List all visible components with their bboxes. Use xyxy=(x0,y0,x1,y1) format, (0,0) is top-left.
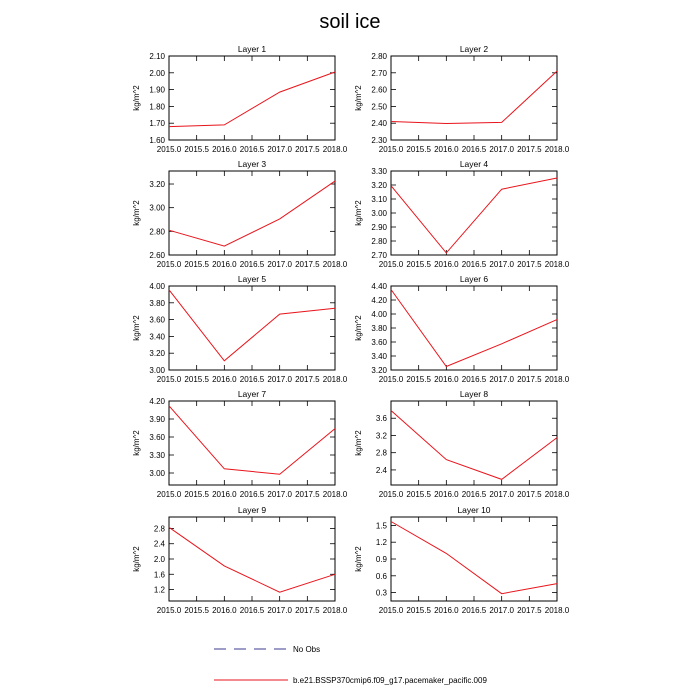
plot-frame xyxy=(391,286,557,370)
series-line xyxy=(391,522,557,594)
x-tick-label: 2016.5 xyxy=(239,260,265,269)
x-tick-label: 2017.0 xyxy=(267,490,292,499)
panel-2 xyxy=(354,44,570,154)
x-tick-label: 2016.5 xyxy=(461,606,487,615)
x-tick-label: 2017.5 xyxy=(517,145,542,154)
series-line xyxy=(169,406,335,474)
x-tick-label: 2015.0 xyxy=(378,490,404,499)
y-tick-label: 3.30 xyxy=(371,167,387,176)
x-tick-label: 2016.0 xyxy=(434,490,459,499)
y-tick-label: 2.60 xyxy=(371,85,387,95)
y-axis-label: kg/m^2 xyxy=(354,200,363,226)
y-tick-label: 2.40 xyxy=(371,119,387,129)
plot-frame xyxy=(169,401,335,485)
y-tick-label: 3.20 xyxy=(371,181,387,190)
x-tick-label: 2015.0 xyxy=(156,145,182,154)
x-tick-label: 2015.0 xyxy=(156,260,182,269)
x-tick-label: 2017.5 xyxy=(517,375,542,384)
y-tick-label: 4.40 xyxy=(371,282,387,291)
panel-title: Layer 4 xyxy=(459,159,489,169)
panels-group xyxy=(132,44,570,615)
x-tick-label: 2015.0 xyxy=(156,606,182,615)
y-tick-label: 2.4 xyxy=(153,539,165,549)
x-tick-label: 2015.0 xyxy=(156,490,182,499)
panel-4 xyxy=(354,159,570,269)
y-tick-label: 1.2 xyxy=(375,538,387,548)
series-line xyxy=(391,411,557,480)
x-tick-label: 2015.0 xyxy=(378,145,404,154)
x-tick-label: 2015.0 xyxy=(156,375,182,384)
y-tick-label: 3.40 xyxy=(149,332,165,342)
x-tick-label: 2016.5 xyxy=(239,145,265,154)
x-tick-label: 2018.0 xyxy=(322,490,348,499)
y-tick-label: 1.60 xyxy=(149,136,165,145)
panel-3 xyxy=(132,159,348,269)
y-tick-label: 2.4 xyxy=(375,465,387,475)
x-tick-label: 2016.0 xyxy=(212,260,237,269)
series-line xyxy=(169,181,335,246)
x-tick-label: 2016.5 xyxy=(461,375,487,384)
y-tick-label: 3.20 xyxy=(149,180,165,190)
y-tick-label: 2.90 xyxy=(371,223,387,232)
legend-model-label: b.e21.BSSP370cmip6.f09_g17.pacemaker_pacific.009 xyxy=(293,676,487,685)
panel-title: Layer 6 xyxy=(459,274,489,284)
series-line xyxy=(169,290,335,361)
y-tick-label: 1.70 xyxy=(149,119,165,129)
y-axis-label: kg/m^2 xyxy=(354,546,363,572)
x-tick-label: 2017.5 xyxy=(517,606,542,615)
y-tick-label: 2.50 xyxy=(371,102,387,112)
x-tick-label: 2016.5 xyxy=(239,490,265,499)
y-tick-label: 2.00 xyxy=(149,68,165,78)
panel-title: Layer 3 xyxy=(237,159,267,169)
x-tick-label: 2018.0 xyxy=(544,260,570,269)
y-axis-label: kg/m^2 xyxy=(132,430,141,456)
panel-title: Layer 2 xyxy=(459,44,489,54)
x-tick-label: 2016.0 xyxy=(212,490,237,499)
y-tick-label: 3.60 xyxy=(371,338,387,347)
y-tick-label: 1.2 xyxy=(153,585,165,595)
y-tick-label: 2.30 xyxy=(371,136,387,145)
series-line xyxy=(391,290,557,367)
x-tick-label: 2015.5 xyxy=(184,260,209,269)
x-tick-label: 2017.0 xyxy=(489,375,514,384)
series-line xyxy=(391,178,557,253)
x-tick-label: 2016.0 xyxy=(212,606,237,615)
y-tick-label: 2.0 xyxy=(153,555,165,564)
plot-frame xyxy=(169,56,335,140)
y-tick-label: 2.8 xyxy=(375,448,387,458)
y-tick-label: 3.00 xyxy=(371,209,387,218)
x-tick-label: 2015.0 xyxy=(378,260,404,269)
y-tick-label: 1.80 xyxy=(149,102,165,112)
series-line xyxy=(169,527,335,592)
x-tick-label: 2016.5 xyxy=(239,375,265,384)
figure-title: soil ice xyxy=(319,11,381,33)
y-tick-label: 2.80 xyxy=(371,52,387,61)
x-tick-label: 2015.0 xyxy=(378,375,404,384)
x-tick-label: 2015.5 xyxy=(184,375,209,384)
panel-9 xyxy=(132,505,348,615)
y-axis-label: kg/m^2 xyxy=(354,430,363,456)
panel-1 xyxy=(132,44,348,154)
y-tick-label: 3.60 xyxy=(149,433,165,442)
x-tick-label: 2016.0 xyxy=(434,260,459,269)
x-tick-label: 2017.0 xyxy=(489,145,514,154)
x-tick-label: 2017.0 xyxy=(267,375,292,384)
y-tick-label: 3.00 xyxy=(149,469,165,478)
x-tick-label: 2015.5 xyxy=(406,606,431,615)
x-tick-label: 2017.5 xyxy=(295,490,320,499)
panel-title: Layer 10 xyxy=(457,505,491,515)
x-tick-label: 2016.5 xyxy=(461,260,487,269)
x-tick-label: 2016.0 xyxy=(434,375,459,384)
y-tick-label: 3.90 xyxy=(149,415,165,424)
panel-10 xyxy=(354,505,570,615)
y-tick-label: 3.00 xyxy=(149,366,165,375)
x-tick-label: 2016.5 xyxy=(461,490,487,499)
y-tick-label: 0.3 xyxy=(375,588,387,598)
y-tick-label: 3.80 xyxy=(371,324,387,333)
x-tick-label: 2016.0 xyxy=(434,145,459,154)
x-tick-label: 2015.5 xyxy=(184,490,209,499)
plot-frame xyxy=(391,171,557,255)
x-tick-label: 2018.0 xyxy=(322,606,348,615)
y-tick-label: 2.80 xyxy=(149,227,165,237)
x-tick-label: 2018.0 xyxy=(544,145,570,154)
x-tick-label: 2016.5 xyxy=(239,606,265,615)
y-tick-label: 2.10 xyxy=(149,52,165,61)
panel-title: Layer 8 xyxy=(459,389,489,399)
series-line xyxy=(169,72,335,127)
x-tick-label: 2016.0 xyxy=(434,606,459,615)
y-tick-label: 3.60 xyxy=(149,315,165,325)
x-tick-label: 2015.5 xyxy=(406,490,431,499)
y-tick-label: 2.70 xyxy=(371,251,387,260)
x-tick-label: 2018.0 xyxy=(322,260,348,269)
y-tick-label: 1.5 xyxy=(375,521,387,531)
panel-title: Layer 5 xyxy=(237,274,267,284)
x-tick-label: 2017.0 xyxy=(489,260,514,269)
x-tick-label: 2015.5 xyxy=(406,375,431,384)
x-tick-label: 2015.5 xyxy=(184,606,209,615)
panel-6 xyxy=(354,274,570,384)
y-tick-label: 2.70 xyxy=(371,68,387,78)
x-tick-label: 2017.5 xyxy=(295,145,320,154)
panel-title: Layer 9 xyxy=(237,505,267,515)
x-tick-label: 2017.5 xyxy=(295,260,320,269)
y-axis-label: kg/m^2 xyxy=(132,200,141,226)
y-tick-label: 3.40 xyxy=(371,352,387,361)
plot-frame xyxy=(169,517,335,601)
plot-frame xyxy=(169,286,335,370)
x-tick-label: 2018.0 xyxy=(322,145,348,154)
x-tick-label: 2017.5 xyxy=(517,260,542,269)
y-tick-label: 4.00 xyxy=(371,310,387,319)
y-tick-label: 1.90 xyxy=(149,85,165,95)
y-tick-label: 0.6 xyxy=(375,571,387,581)
y-tick-label: 2.80 xyxy=(371,237,387,246)
x-tick-label: 2015.5 xyxy=(406,260,431,269)
x-tick-label: 2015.0 xyxy=(378,606,404,615)
panel-7 xyxy=(132,389,348,499)
y-axis-label: kg/m^2 xyxy=(132,546,141,572)
y-tick-label: 3.20 xyxy=(371,366,387,375)
x-tick-label: 2017.0 xyxy=(267,606,292,615)
x-tick-label: 2017.0 xyxy=(267,260,292,269)
y-tick-label: 3.2 xyxy=(375,431,387,441)
x-tick-label: 2017.5 xyxy=(295,375,320,384)
x-tick-label: 2015.5 xyxy=(184,145,209,154)
panel-5 xyxy=(132,274,348,384)
legend xyxy=(214,645,487,685)
y-tick-label: 3.20 xyxy=(149,349,165,359)
x-tick-label: 2017.5 xyxy=(295,606,320,615)
panel-title: Layer 1 xyxy=(237,44,267,54)
y-tick-label: 1.6 xyxy=(153,570,165,580)
y-axis-label: kg/m^2 xyxy=(132,85,141,111)
x-tick-label: 2018.0 xyxy=(544,490,570,499)
y-axis-label: kg/m^2 xyxy=(132,315,141,341)
x-tick-label: 2016.0 xyxy=(212,145,237,154)
plot-frame xyxy=(391,56,557,140)
y-tick-label: 4.20 xyxy=(149,397,165,406)
y-axis-label: kg/m^2 xyxy=(354,315,363,341)
y-tick-label: 3.6 xyxy=(375,414,387,424)
plot-frame xyxy=(169,171,335,255)
y-tick-label: 0.9 xyxy=(375,555,387,564)
x-tick-label: 2018.0 xyxy=(544,375,570,384)
y-tick-label: 3.10 xyxy=(371,195,387,204)
panel-8 xyxy=(354,389,570,499)
y-tick-label: 2.8 xyxy=(153,524,165,534)
x-tick-label: 2015.5 xyxy=(406,145,431,154)
y-tick-label: 4.20 xyxy=(371,296,387,305)
y-tick-label: 4.00 xyxy=(149,282,165,291)
series-line xyxy=(391,71,557,123)
x-tick-label: 2017.5 xyxy=(517,490,542,499)
x-tick-label: 2016.5 xyxy=(461,145,487,154)
y-axis-label: kg/m^2 xyxy=(354,85,363,111)
x-tick-label: 2018.0 xyxy=(322,375,348,384)
panel-title: Layer 7 xyxy=(237,389,267,399)
y-tick-label: 3.30 xyxy=(149,451,165,460)
plot-frame xyxy=(391,401,557,485)
y-tick-label: 3.80 xyxy=(149,298,165,308)
x-tick-label: 2017.0 xyxy=(267,145,292,154)
x-tick-label: 2016.0 xyxy=(212,375,237,384)
x-tick-label: 2018.0 xyxy=(544,606,570,615)
y-tick-label: 3.00 xyxy=(149,203,165,213)
y-tick-label: 2.60 xyxy=(149,251,165,260)
x-tick-label: 2017.0 xyxy=(489,490,514,499)
legend-no-obs-label: No Obs xyxy=(293,645,321,654)
x-tick-label: 2017.0 xyxy=(489,606,514,615)
